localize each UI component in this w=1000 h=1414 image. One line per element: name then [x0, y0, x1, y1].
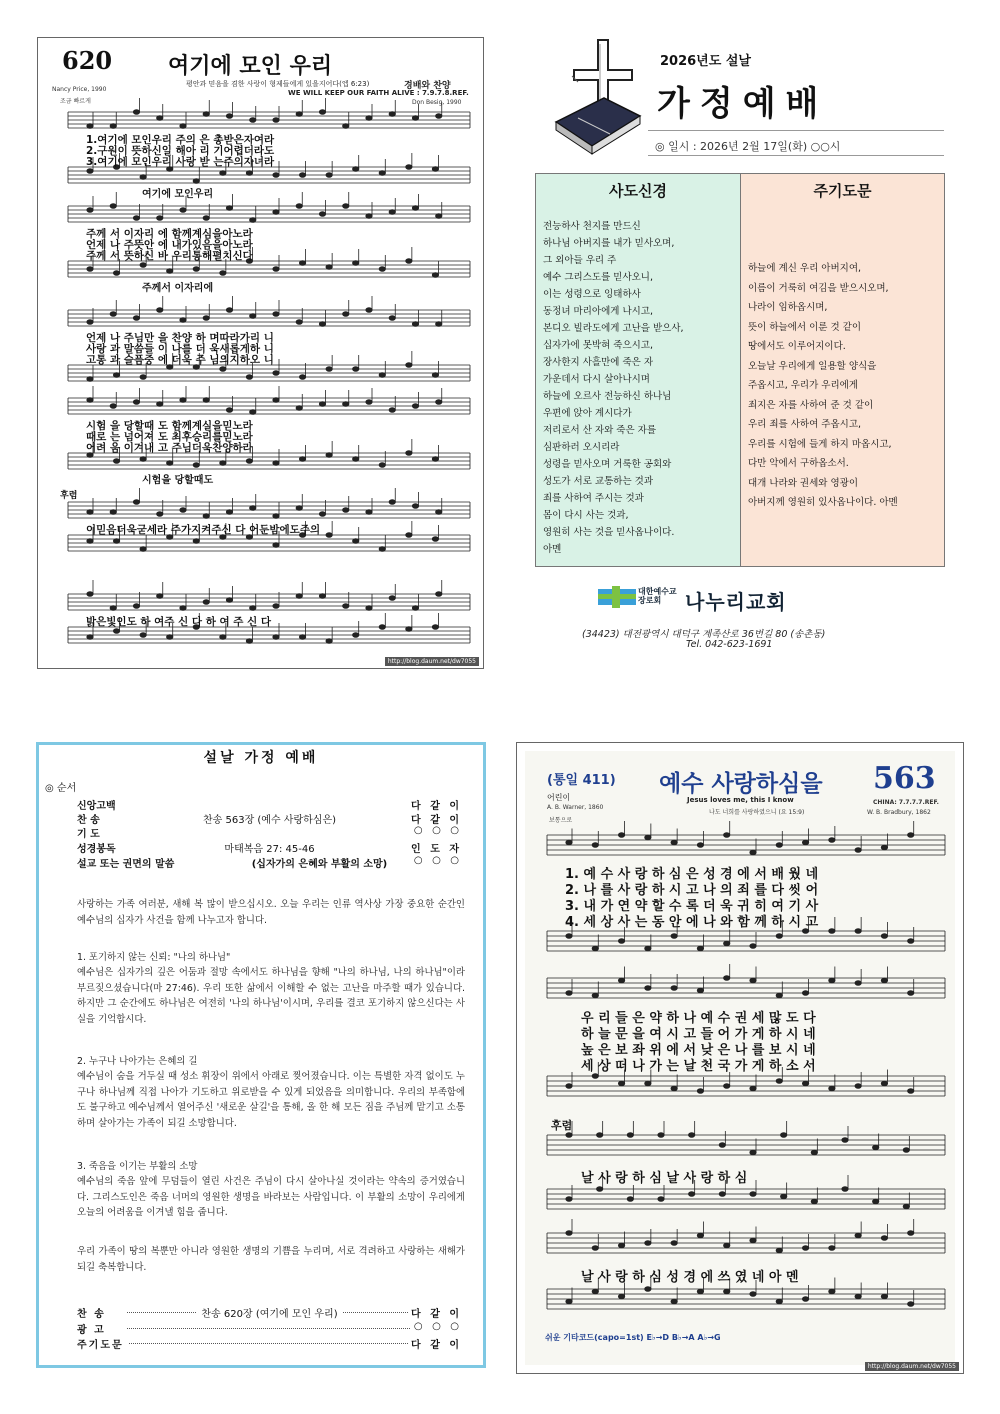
hymn-lyric-line: 2. 나 를 사 랑 하 시 고 나 의 죄 를 다 씻 어: [565, 883, 819, 898]
dotted-leader: [127, 1328, 414, 1329]
creed-line: 전능하사 천지를 만드신: [543, 221, 641, 232]
blog-url: http://blog.daum.net/dw7055: [865, 1362, 959, 1371]
order-item: [77, 825, 462, 839]
hymn-author: A. B. Warner, 1860: [547, 804, 604, 811]
creed-line: 이는 성령으로 잉태하사: [543, 289, 641, 300]
sermon-point-heading: 2. 누구나 나아가는 은혜의 길: [77, 1056, 198, 1067]
sermon-point-heading: 1. 포기하지 않는 신뢰: "나의 하나님": [77, 952, 231, 963]
order-item-leader: ○ ○ ○: [413, 825, 462, 836]
closing-order-item: [77, 1336, 462, 1350]
hymn-refrain-line: 날 사 랑 하 심 날 사 랑 하 심: [581, 1171, 748, 1186]
hymn-lyric-line: 언제 나 주님만 을 찬양 하 며따라가리 니: [86, 332, 274, 344]
hymn-bass-lyric: 시험을 당할때도: [142, 475, 214, 486]
order-item-label: 신앙고백: [77, 801, 116, 812]
blog-url: http://blog.daum.net/dw7055: [385, 657, 479, 666]
dotted-leader: [127, 1343, 414, 1344]
hymn-lyric-line: 3. 내 가 연 약 할 수 록 더 욱 귀 히 여 기 사: [565, 899, 819, 914]
hymn-lyric-line: 4. 세 상 사 는 동 안 에 나 와 함 께 하 시 고: [565, 915, 819, 930]
hymn-lyric-line: 고통 과 슬픔중 에 더욱 주 님의지하오 니: [86, 354, 274, 366]
refrain-label: 후렴: [60, 491, 78, 501]
creed-line: 죄를 사하여 주시는 것과: [543, 493, 644, 504]
divider: [648, 130, 944, 131]
cross-bible-icon: [548, 36, 648, 156]
hymn-lyric-line: 사랑 과 말씀들 이 나를 더 욱새롭게하 니: [86, 343, 274, 355]
closing-order-item: [77, 1321, 462, 1335]
hymn-category: 어린이: [547, 793, 571, 802]
hymn-category: 경배와 찬양: [404, 81, 451, 91]
order-item-leader: 인 도 자: [411, 844, 462, 855]
hymn-composer: Don Besig, 1990: [412, 99, 462, 106]
hymn-lyric-line: 어려 움 이겨내 고 주님더욱찬양하라: [86, 442, 253, 454]
creed-line: 영원히 사는 것을 믿사옵나이다.: [543, 527, 675, 538]
order-title: 설날 가정 예배: [203, 750, 319, 766]
church-address: (34423) 대전광역시 대덕구 계족산로 36번길 80 (송촌동): [582, 629, 826, 640]
prayer-line: 땅에서도 이루어지이다.: [748, 341, 846, 352]
prayer-line: 오늘날 우리에게 일용할 양식을: [748, 360, 877, 372]
order-item-leader: 다 같 이: [411, 801, 462, 812]
order-item-label: 기 도: [77, 829, 100, 840]
sermon-point-body: 예수님이 숨을 거두실 때 성소 휘장이 위에서 아래로 찢어졌습니다. 이는 특별한 자격 없이도 누구나 하나님께 직접 나아가 기도하고 위로받을 수 있게 되었음을 의미합니다. 우리의 부족함에도 불구하고 예수님께서 열어주신 '새로운 살길'을 통해, 올 한 해 모든 짐을 주님께 맡기고 소통하며 살아가는 가족이 되길 소망합니다.: [77, 1071, 465, 1129]
hymn-lyric-line: 주께 서 뜻하신 바 우리통해펼치신다: [86, 250, 253, 262]
prayer-line: 이름이 거룩히 여김을 받으시오며,: [748, 282, 889, 294]
hymn-composer: W. B. Bradbury, 1862: [867, 809, 931, 816]
guitar-chords-note: 쉬운 기타코드(capo=1st) E♭→D B♭→A A♭→G: [545, 1333, 721, 1342]
prayer-line: 하늘에 계신 우리 아버지여,: [748, 263, 862, 274]
prayer-line: 아버지께 영원히 있사옵나이다. 아멘: [748, 497, 898, 508]
hymn-lyric-line: 언제 나 주뜻안 에 내가있음을아노라: [86, 239, 253, 251]
creed-line: 몸이 다시 사는 것과,: [543, 510, 629, 521]
prayer-line: 주옵시고, 우리가 우리에게: [748, 380, 859, 391]
creed-line: 가운데서 다시 살아나시며: [543, 374, 650, 385]
hymn-lyric-line: 1. 예 수 사 랑 하 심 은 성 경 에 서 배 웠 네: [565, 867, 819, 882]
order-item: [77, 811, 462, 825]
order-item-label: 성경봉독: [77, 844, 116, 855]
hymn-number: 563: [873, 761, 936, 796]
refrain-label: 후렴: [551, 1119, 573, 1132]
order-item-detail: (십자가의 은혜와 부활의 소망): [251, 859, 388, 870]
hymn-english: Jesus loves me, this I know: [687, 796, 794, 804]
creed-line: 우편에 앉아 계시다가: [543, 408, 632, 419]
hymn-lyric-line: 밝은빛인도 하 여주 신 다 하 여 주 신 다: [86, 616, 272, 628]
order-item-label: 찬 송: [77, 815, 100, 826]
prayer-line: 우리를 시험에 들게 하지 마옵시고,: [748, 438, 892, 450]
creed-line: 저리로서 산 자와 죽은 자를: [543, 425, 657, 436]
order-item-label: 주기도문: [77, 1336, 128, 1351]
sermon-closing: 우리 가족이 땅의 복뿐만 아니라 영원한 생명의 기쁨을 누리며, 서로 격려하고 사랑하는 새해가 되길 축복합니다.: [77, 1246, 465, 1273]
hymn-lyric-line: 이믿음더욱굳세라 주가지켜주신 다 어둔밤에도주의: [86, 524, 321, 536]
church-logo-icon: [598, 586, 636, 608]
hymn-563-sheet: [516, 742, 964, 1374]
hymn-author: Nancy Price, 1990: [52, 86, 107, 93]
prayer-title: 주기도문: [813, 182, 872, 200]
hymn-tempo: 조금 빠르게: [60, 98, 91, 105]
order-item-detail: 찬송 563장 (예수 사랑하심은): [202, 815, 337, 826]
creed-line: 하나님 아버지를 내가 믿사오며,: [543, 238, 675, 249]
creed-line: 그 외아들 우리 주: [543, 255, 617, 266]
order-item-leader: ○ ○ ○: [413, 855, 462, 866]
prayer-line: 죄지은 자를 사하여 준 것 같이: [748, 399, 874, 411]
hymn-meter: CHINA: 7.7.7.7.REF.: [873, 799, 939, 806]
hymn-bass-lyric: 주께서 이자리에: [142, 283, 214, 294]
order-section-label: ◎ 순서: [45, 783, 77, 794]
order-of-service: [36, 742, 486, 1368]
prayer-line: 우리 죄를 사하여 주옵시고,: [748, 419, 862, 430]
creed-line: 장사한지 사흘만에 죽은 자: [543, 357, 654, 368]
church-denomination: 대한예수교장로회: [638, 587, 677, 605]
order-item-detail-wrap: [77, 1305, 462, 1320]
order-item-label: 광 고: [77, 1321, 110, 1336]
hymn-lyric-line: 세 상 떠 나 가 는 날 천 국 가 게 하 소 서: [581, 1059, 816, 1074]
sermon-point-body: 예수님의 죽음 앞에 무덤들이 열린 사건은 주님이 다시 살아나실 것이라는 약속의 증거였습니다. 그리스도인은 죽음 너머의 영원한 생명을 바라보는 사람입니다. 이 부활의 소망이 우리에게 오늘의 어려움을 이겨낼 힘을 줍니다.: [77, 1176, 465, 1218]
order-item-leader: ○ ○ ○: [411, 1321, 462, 1332]
church-name: 나누리교회: [685, 590, 787, 614]
prayer-text: [748, 259, 898, 513]
church-phone: Tel. 042-623-1691: [686, 639, 773, 650]
order-item-detail: 마태복음 27: 45-46: [224, 844, 315, 855]
creed-line: 예수 그리스도를 믿사오니,: [543, 272, 654, 283]
creed-line: 아멘: [543, 544, 562, 555]
hymn-lyric-line: 시험 을 당할때 도 함께계실을믿노라: [86, 420, 253, 432]
order-item: [77, 797, 462, 811]
hymn-bass-lyric: 여기에 모인우리: [142, 189, 214, 200]
hymn-verse-ref: 평안과 믿음을 겸한 사랑이 형제들에게 있을지어다(엡 6:23): [186, 80, 370, 88]
order-item-detail: 찬송 620장 (여기에 모인 우리): [196, 1309, 342, 1320]
hymn-lyric-line: 3.여기에 모인우리 사랑 받 는주의자녀라: [86, 156, 275, 168]
hymn-lyric-line: 때로 는 넘어져 도 최후승리를믿노라: [86, 431, 253, 443]
creed-line: 심판하러 오시리라: [543, 442, 620, 453]
creed-line: 하늘에 오르사 전능하신 하나님: [543, 391, 672, 402]
prayer-line: 대개 나라와 권세와 영광이: [748, 477, 859, 489]
creed-text: [543, 218, 684, 558]
creed-line: 동정녀 마리아에게 나시고,: [543, 306, 654, 317]
order-item-leader: 다 같 이: [411, 815, 462, 826]
hymn-refrain-line: 날 사 랑 하 심 성 경 에 쓰 였 네 아 멘: [581, 1270, 799, 1285]
creed-title: 사도신경: [609, 182, 667, 200]
hymn-620-sheet: [37, 37, 484, 669]
order-item-label: 찬 송: [77, 1305, 110, 1320]
sermon-point-body: 예수님은 십자가의 깊은 어둠과 절망 속에서도 하나님을 향해 "나의 하나님, 나의 하나님"이라 부르짖으셨습니다(마 27:46). 우리 또한 삶에서 이해할 수 없는 고난을 마주할 때가 있습니다. 하지만 그 순간에도 하나님은 여전히 '나의 하나님'이시며, 우리를 결코 포기하지 않으신다는 사실을 기억합시다.: [77, 967, 465, 1025]
creed-line: 성도가 서로 교통하는 것과: [543, 476, 654, 487]
order-item-leader: 다 같 이: [408, 1305, 462, 1320]
divider: [648, 155, 944, 156]
order-item-leader: 다 같 이: [408, 1336, 462, 1351]
order-item-label: 설교 또는 권면의 말씀: [77, 859, 175, 870]
program-title: 가정예배: [657, 84, 829, 124]
hymn-lyric-line: 우 리 들 은 약 하 나 예 수 권 세 많 도 다: [581, 1011, 816, 1026]
hymn-tempo: 보통으로: [549, 817, 573, 824]
creed-line: 본디오 빌라도에게 고난을 받으사,: [543, 323, 684, 334]
prayer-line: 나라이 임하옵시며,: [748, 302, 828, 313]
program-subtitle: 2026년도 설날: [660, 54, 751, 69]
hymn-title: 예수 사랑하심을: [659, 771, 823, 797]
hymn-lyric-line: 2.구원이 뜻하신일 해아 리 기어렵더라도: [86, 145, 275, 157]
hymn-tag: (통일 411): [547, 773, 616, 788]
order-item: [77, 855, 462, 869]
hymn-verse-ref: 나도 너희를 사랑하였으니 (요 15:9): [709, 809, 805, 816]
program-date: ◎ 일시 : 2026년 2월 17일(화) ○○시: [655, 140, 841, 153]
sermon-point-heading: 3. 죽음을 이기는 부활의 소망: [77, 1161, 198, 1172]
hymn-title: 여기에 모인 우리: [168, 54, 333, 79]
hymn-lyric-line: 높 은 보 좌 위 에 서 낮 은 나 를 보 시 네: [581, 1043, 816, 1058]
hymn-lyric-line: 1.여기에 모인우리 주의 은 총받은자여라: [86, 134, 275, 146]
creed-line: 성령을 믿사오며 거룩한 공회와: [543, 459, 672, 470]
prayer-line: 뜻이 하늘에서 이룬 것 같이: [748, 321, 862, 333]
hymn-lyric-line: 주께 서 이자리 에 함께계심을아노라: [86, 228, 253, 240]
order-item: [77, 840, 462, 854]
sermon-intro: 사랑하는 가족 여러분, 새해 복 많이 받으십시오. 오늘 우리는 인류 역사상 가장 중요한 순간인 예수님의 십자가 사건을 함께 나누고자 합니다.: [77, 899, 465, 926]
apostles-creed-box: [535, 173, 741, 567]
lords-prayer-box: [741, 173, 945, 567]
hymn-number: 620: [62, 46, 113, 75]
prayer-line: 다만 악에서 구하옵소서.: [748, 458, 849, 469]
hymn-english: WE WILL KEEP OUR FAITH ALIVE : 7.9.7.8.REF.: [288, 89, 469, 97]
creed-line: 십자가에 못박혀 죽으시고,: [543, 340, 654, 351]
closing-order-item: [77, 1305, 462, 1319]
hymn-lyric-line: 하 늘 문 을 여 시 고 들 어 가 게 하 시 네: [581, 1027, 816, 1042]
